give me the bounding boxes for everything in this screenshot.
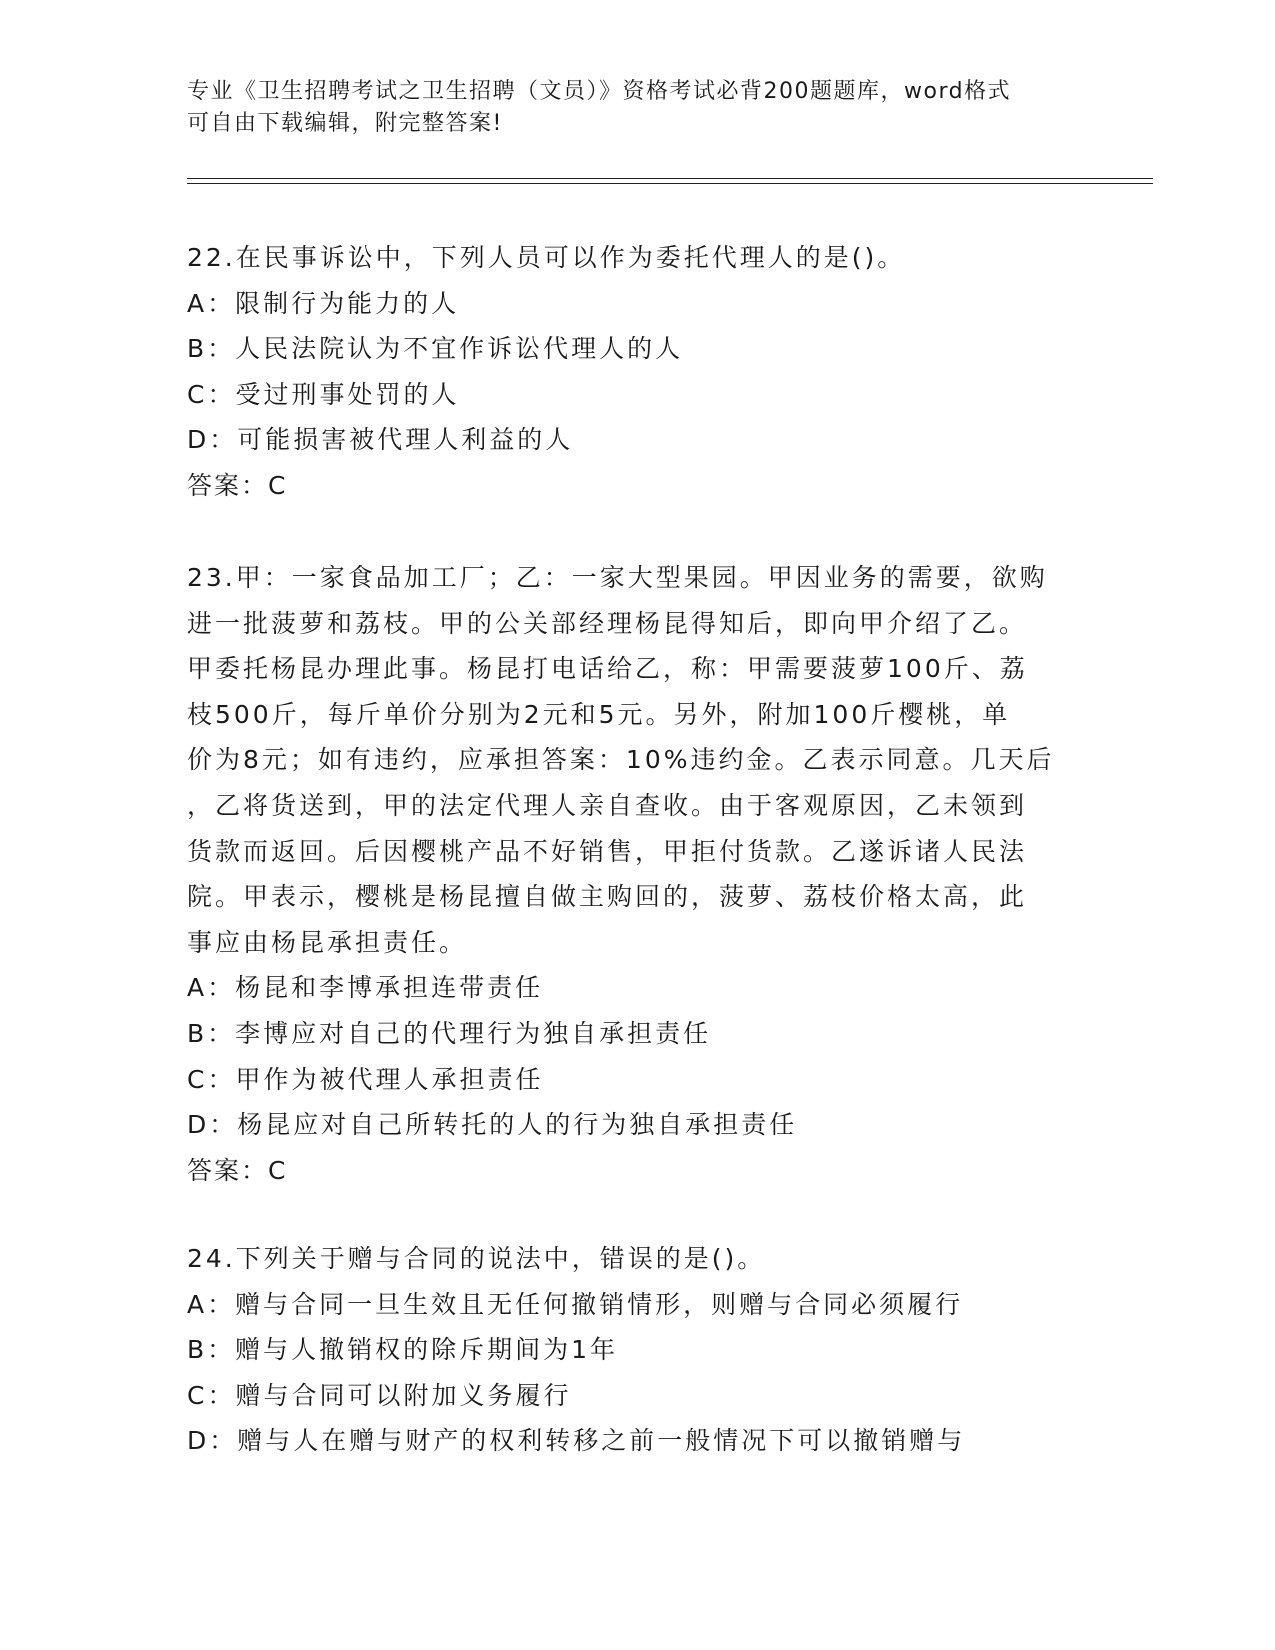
question-stem-line: 甲委托杨昆办理此事。杨昆打电话给乙，称：甲需要菠萝100斤、荔: [187, 654, 1028, 684]
option-a: A：赠与合同一旦生效且无任何撤销情形，则赠与合同必须履行: [187, 1289, 964, 1319]
question-23: [187, 555, 1087, 1193]
question-stem: 24.下列关于赠与合同的说法中，错误的是()。: [187, 1244, 766, 1273]
option-a: A：限制行为能力的人: [187, 288, 460, 318]
option-a: A：杨昆和李博承担连带责任: [187, 973, 544, 1003]
option-b: B：李博应对自己的代理行为独自承担责任: [187, 1018, 712, 1048]
header-line-2: 可自由下载编辑，附完整答案!: [187, 111, 503, 136]
option-c: C：甲作为被代理人承担责任: [187, 1064, 544, 1094]
option-b: B：人民法院认为不宜作诉讼代理人的人: [187, 334, 684, 364]
answer: 答案：C: [187, 470, 288, 500]
option-b: B：赠与人撤销权的除斥期间为1年: [187, 1335, 619, 1365]
option-d: D：赠与人在赠与财产的权利转移之前一般情况下可以撤销赠与: [187, 1426, 966, 1456]
question-stem-line: 货款而返回。后因樱桃产品不好销售，甲拒付货款。乙遂诉诸人民法: [187, 836, 1028, 866]
question-stem-line: 枝500斤，每斤单价分别为2元和5元。另外，附加100斤樱桃，单: [187, 699, 1011, 729]
question-stem-line: 23.甲：一家食品加工厂；乙：一家大型果园。甲因业务的需要，欲购: [187, 563, 1048, 592]
header-line-1: 专业《卫生招聘考试之卫生招聘（文员）》资格考试必背200题题库，word格式: [187, 79, 1012, 104]
header-divider-top: [187, 178, 1153, 179]
question-stem: 22.在民事诉讼中，下列人员可以作为委托代理人的是()。: [187, 243, 906, 272]
question-stem-line: 进一批菠萝和荔枝。甲的公关部经理杨昆得知后，即向甲介绍了乙。: [187, 608, 1028, 638]
option-d: D：可能损害被代理人利益的人: [187, 425, 574, 455]
question-stem-line: 事应由杨昆承担责任。: [187, 927, 468, 957]
question-24: [187, 1236, 1087, 1464]
question-stem-line: 价为8元；如有违约，应承担答案：10%违约金。乙表示同意。几天后: [187, 745, 1055, 775]
question-stem-line: 院。甲表示，樱桃是杨昆擅自做主购回的，菠萝、荔枝价格太高，此: [187, 882, 1028, 912]
answer: 答案：C: [187, 1155, 288, 1185]
question-stem-line: ，乙将货送到，甲的法定代理人亲自查收。由于客观原因，乙未领到: [187, 790, 1028, 820]
option-d: D：杨昆应对自己所转托的人的行为独自承担责任: [187, 1110, 798, 1140]
option-c: C：赠与合同可以附加义务履行: [187, 1380, 572, 1410]
question-22: [187, 235, 1087, 509]
option-c: C：受过刑事处罚的人: [187, 379, 460, 409]
document-header: [187, 76, 1067, 140]
header-divider-bottom: [187, 183, 1153, 184]
